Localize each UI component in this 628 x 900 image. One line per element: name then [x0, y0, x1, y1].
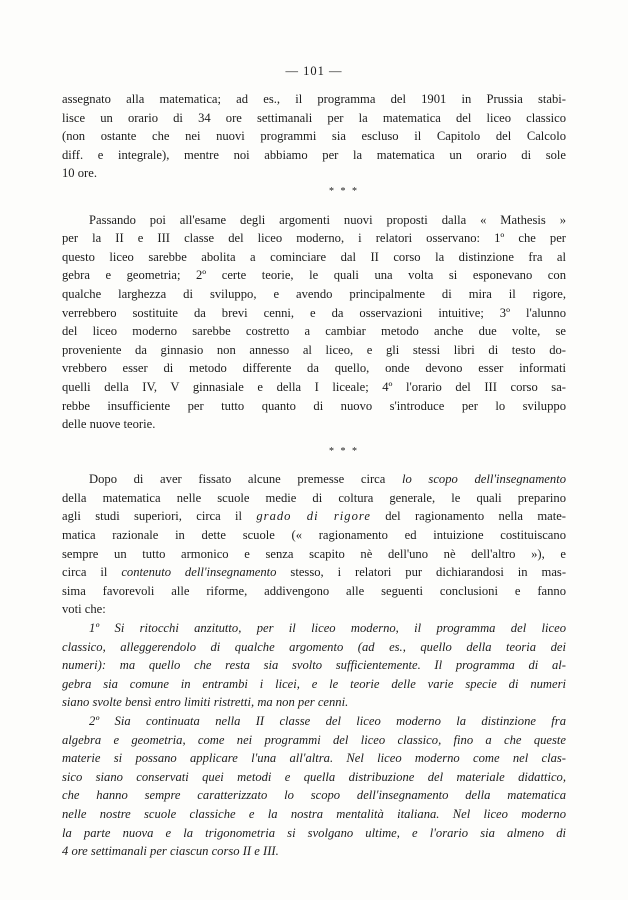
text-line: (non ostante che nei nuovi programmi sia escluso il Capitolo del Calcolo	[62, 129, 566, 144]
text-line: agli studi superiori, circa il grado di rigore del ragionamento nella mate-	[62, 509, 566, 524]
text-line: delle nuove teorie.	[62, 417, 156, 432]
text-line: voti che:	[62, 602, 106, 617]
section-separator: * * *	[329, 185, 359, 197]
text-line: sima favorevoli alle riforme, addivengono alle seguenti conclusioni e fanno	[62, 583, 566, 598]
conclusion-line: gebra sia comune in entrambi i licei, e le teorie delle varie specie di numeri	[62, 676, 566, 691]
text-line: questo liceo sarebbe abolita a cominciare dal II corso la distinzione fra al	[62, 249, 566, 264]
conclusion-line: la parte nuova e la trigonometria si svolgano ultime, e l'orario sia almeno di	[62, 825, 566, 840]
text-line: Passando poi all'esame degli argomenti nuovi proposti dalla « Mathesis »	[89, 212, 566, 227]
conclusion-line: 1º Si ritocchi anzitutto, per il liceo moderno, il programma del liceo	[89, 621, 566, 636]
text-line: qualche larghezza di sviluppo, e avendo principalmente di mira il rigore,	[62, 286, 566, 301]
text-line: rebbe insufficiente per tutto quanto di nuovo s'introduce per lo sviluppo	[62, 398, 566, 413]
conclusion-line: che hanno sempre caratterizzato lo scopo dell'insegnamento della matematica	[62, 788, 566, 803]
conclusions	[62, 619, 566, 861]
text-line: assegnato alla matematica; ad es., il programma del 1901 in Prussia stabi-	[62, 92, 566, 106]
text-line: 10 ore.	[62, 166, 97, 181]
text-line: quelli della IV, V ginnasiale e della I liceale; 4º l'orario del III corso sa-	[62, 379, 566, 394]
conclusion-line: 4 ore settimanali per ciascun corso II e III.	[62, 844, 279, 859]
conclusion-line: nelle nostre scuole classiche e la nostra mentalità italiana. Nel liceo moderno	[62, 806, 566, 821]
conclusion-line: siano svolte bensì entro limiti ristretti, ma non per cenni.	[62, 695, 349, 710]
section-separator: * * *	[329, 445, 359, 457]
text-line: Dopo di aver fissato alcune premesse circa lo scopo dell'insegnamento	[89, 472, 566, 487]
text-line: sempre un tutto armonico e senza scapito nè dell'uno nè dell'altro »), e	[62, 546, 566, 561]
text-line: verrebbero sostituite da brevi cenni, e da osservazioni intuitive; 3º l'alunno	[62, 305, 566, 320]
page-number: — 101 —	[285, 64, 343, 78]
paragraph-1	[62, 90, 566, 183]
conclusion-line: 2º Sia continuata nella II classe del liceo moderno la distinzione fra	[89, 714, 566, 728]
text-line: per la II e III classe del liceo moderno, i relatori osservano: 1º che per	[62, 231, 566, 246]
conclusion-line: classico, alleggerendolo di qualche argomento (ad es., quello della teoria dei	[62, 639, 566, 654]
conclusion-line: algebra e geometria, come nei programmi del liceo classico, fino a che queste	[62, 732, 566, 747]
text-line: matica razionale in dette scuole (« ragionamento ed intuizione costituiscano	[62, 528, 566, 543]
text-line: proveniente da ginnasio non annesso al liceo, e gli stessi libri di testo do-	[62, 342, 566, 357]
paragraph-2	[62, 211, 566, 434]
emphasis: lo scopo dell'insegnamento	[402, 472, 566, 487]
emphasis: contenuto dell'insegnamento	[121, 565, 277, 580]
conclusion-line: numeri): ma quello che resta sia svolto sufficientemente. Il programma di al-	[62, 658, 566, 673]
text-line: gebra e geometria; 2º certe teorie, le quali una volta si esponevano con	[62, 268, 566, 283]
text-line: del liceo moderno sarebbe costretto a cambiar metodo anche due volte, se	[62, 324, 566, 339]
paragraph-3	[62, 470, 566, 619]
conclusion-line: sico siano conservati quei metodi e quella distribuzione del materiale didattico,	[62, 769, 566, 784]
text-line: lisce un orario di 34 ore settimanali per la matematica del liceo classico	[62, 110, 566, 125]
text-line: vrebbero esser di metodo differente da quello, onde devono esser informati	[62, 361, 566, 376]
text-line: diff. e integrale), mentre noi abbiamo per la matematica un orario di sole	[62, 147, 566, 162]
conclusion-line: materie si possano applicare l'una all'altra. Nel liceo moderno come nel clas-	[62, 751, 566, 766]
emphasis: grado di rigore	[256, 509, 371, 524]
text-line: della matematica nelle scuole medie di coltura generale, le quali preparino	[62, 490, 566, 505]
body-text	[62, 90, 566, 861]
text-line: circa il contenuto dell'insegnamento stesso, i relatori pur dichiarandosi in mas-	[62, 565, 567, 580]
